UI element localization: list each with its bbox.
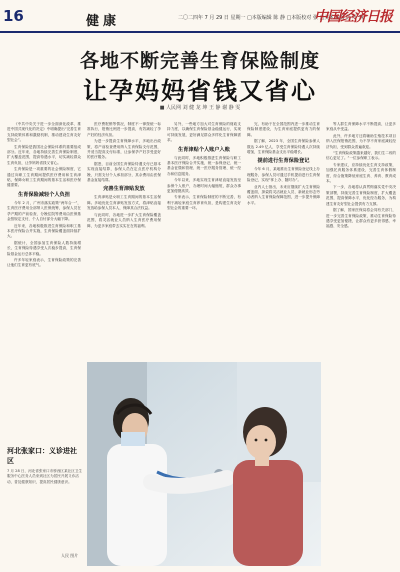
- photo-credit: 人民 图片: [61, 553, 79, 558]
- paragraph: 完，有助于在全国范围内进一步推动生育保险制度建设，为生育家庭提供更有力的保障。: [247, 122, 320, 137]
- paragraph: 生育津贴是女职工生育期间的基本生活保障。多地优化生育津贴发放方式，将津贴直接发放给参保人员本人，保障其合法权益。: [87, 195, 161, 211]
- paragraph: 与此同时，多地积极推进生育保险与职工基本医疗保险合并实施，统一参保登记、统一基金征缴和管理、统一医疗服务管理、统一经办和信息服务。: [167, 155, 241, 176]
- paragraph: 据统计，全国参加生育保险人数持续增长，生育保险待遇享受人次稳步提高，生育保险基金运行总体平稳。: [7, 240, 81, 256]
- caption-title: 河北张家口：义诊进社区: [7, 447, 77, 465]
- article-kicker: 各地不断完善生育保险制度: [79, 50, 320, 72]
- paragraph: 据了解，国家医保局将会同有关部门，进一步完善生育保险政策，推动生育保险待遇享受更加便捷，让群众有更多获得感、幸福感、安全感。: [326, 208, 396, 229]
- column-subheading: 完善生育津贴发放: [103, 186, 145, 193]
- news-photo: [87, 362, 321, 566]
- paragraph: 为进一步提高生育保障水平，多地出台政策，将产前检查费用纳入生育保险支付范围，并适当提高支付标准，让参保孕产妇享受更好的医疗服务。: [87, 139, 161, 160]
- article-column-2: [87, 122, 161, 358]
- paragraph: 等人群生育保障水平不断提高，让更多家庭从中受益。: [326, 122, 396, 132]
- paragraph: 与此同时，各地进一步扩大生育保险覆盖范围，将灵活就业人员纳入生育医疗费用保障，为更多家庭带去实实在在的福利。: [87, 212, 161, 228]
- column-subheading: 生育津贴个人账户入账: [178, 146, 230, 153]
- paragraph: 下一步，各地将认真贯彻落实党中央决策部署，持续完善生育保险制度，扩大覆盖范围，提高保障水平，优化经办服务，为构建生育友好型社会提供有力支撑。: [326, 185, 396, 206]
- article-column-5: [326, 122, 396, 562]
- column-subheading: 提前进行生育保险登记: [257, 158, 310, 165]
- photo-caption-box: [7, 446, 83, 562]
- paragraph: 另外，一些地方加大对生育保险的财政支持力度，以确保生育保险基金稳健运行，实现可持续发展，更好满足群众多样化生育保障需求。: [167, 122, 241, 143]
- paragraph: “生育保险政策越来越好，我们生二孩的信心更足了。”一位参保职工表示。: [326, 151, 396, 161]
- issue-meta: 二〇二四年 7 月 29 日 星期一 □本版编辑 陈 静 □本版校对 张 □美术编辑 彭 叶 珠: [178, 15, 364, 21]
- page-header: [0, 0, 400, 32]
- section-title: 健康: [86, 14, 121, 29]
- newspaper-logo: 中国经济日报: [314, 9, 392, 25]
- paragraph: 许多年轻家庭表示，生育保险政策的完善让他们生育更有底气。: [7, 257, 81, 268]
- paragraph: 专家表示，生育保险制度的不断完善，有利于减轻家庭生育养育负担，是构建生育友好型社会的重要一环。: [167, 195, 241, 211]
- paragraph: 医疗费报销等情况，制度不一律按统一标准执行，报销比例进一步提高，有效减轻了孕产妇的经济负担。: [87, 122, 161, 137]
- paragraph: 据了解，2023 年，全国生育保险参保人数达 2.49 亿人，享受生育保险待遇人次持续增加，生育保险基金支出平稳增长。: [247, 139, 320, 155]
- article-byline: ■ 人民网 刘 健 龙 坤 王 静 谢 静 雯: [159, 105, 241, 111]
- paragraph: 近年来，各地积极推进生育保险和职工基本医疗保险合并实施，生育保险覆盖面持续扩大。: [7, 223, 81, 239]
- article-column-1: [7, 122, 81, 440]
- column-subheading: 生育保险减轻个人负担: [18, 191, 70, 198]
- article-column-4: [247, 122, 320, 358]
- photo-illustration: [87, 362, 321, 566]
- paragraph: 此外，许多地方还将辅助生殖技术项目纳入医保报销范围，为不孕不育家庭减轻经济负担，受到群众普遍欢迎。: [326, 133, 396, 149]
- paragraph: 《中共中央关于进一步全面深化改革、推进中国式现代化的决定》中明确提出“完善生育支持政策体系和激励机制，推动建设生育友好型社会”。: [7, 122, 81, 143]
- paragraph: 生育保险是我国社会保险体系的重要组成部分。近年来，各地持续完善生育保险制度，扩大覆盖范围，提高待遇水平，切实减轻群众生育负担，让孕妈妈省钱又省心。: [7, 144, 81, 165]
- paragraph: 业内人士指出，未来应继续扩大生育保险覆盖面，探索将灵活就业人员、新就业形态劳动者纳入生育保险保障范围，进一步提升保障水平。: [247, 184, 320, 205]
- caption-text: 7 月 28 日，河北省张家口市桥西区某社区卫生服务中心医务人员来到社区为居民开展义诊活动，普及健康知识，提高居民健康意识。: [7, 469, 82, 484]
- paragraph: 专家建议，应持续优化生育支持政策，加强托育服务体系建设，完善生育休假制度，综合施策降低家庭生育、养育、教育成本。: [326, 162, 396, 184]
- page-number: 16: [3, 7, 24, 25]
- paragraph: 今年 2 月，广州市落实政策“两年合一”，生育医疗费用全部纳入医保统筹，参保人员在孕产期的产前检查、分娩住院等费用由医保基金按规定支付，个人自付部分大幅下降。: [7, 200, 81, 222]
- paragraph: 今年以来，多地实现生育津贴直接发放至参保个人账户，办理时间大幅缩短，群众办事更加便捷高效。: [167, 178, 241, 194]
- paragraph: 生育保险是一项重要的社会保险制度，它通过向职工生育期间提供医疗费用和生育津贴，保障女职工生育期间的基本生活和医疗保健需要。: [7, 167, 81, 188]
- header-rule: [0, 31, 400, 33]
- paragraph: 据悉，目前全国生育保险待遇支付已基本实现直接结算，参保人员在定点医疗机构分娩，只需支付个人承担部分，其余费用由医保基金直接结算。: [87, 161, 161, 183]
- paragraph: 今年 6 月，某地推出生育保险登记线上办理服务，参保人员可通过手机提前进行生育保险登记，实现“掌上办、随时办”。: [247, 167, 320, 183]
- article-column-3: [167, 122, 241, 358]
- article-headline: 让孕妈妈省钱又省心: [83, 76, 317, 105]
